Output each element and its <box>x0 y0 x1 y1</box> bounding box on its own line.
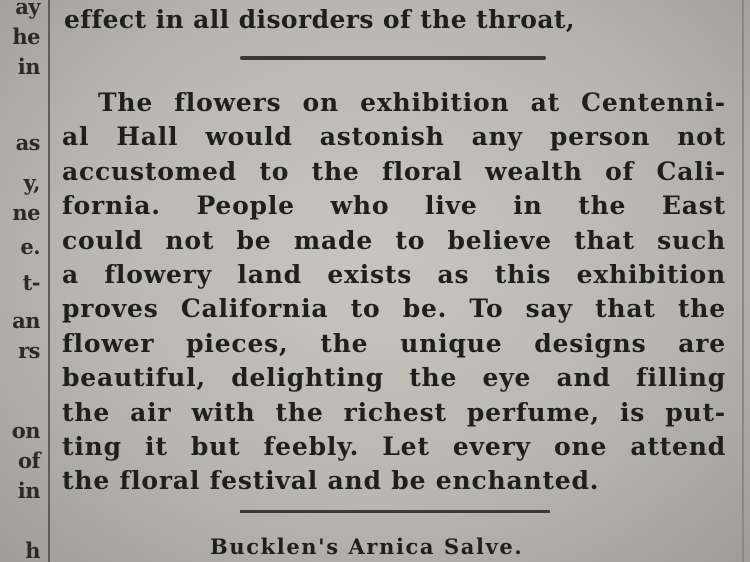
left-column-fragment: e. <box>20 234 40 259</box>
left-column-fragment: t- <box>22 270 40 295</box>
article-line: ting it but feebly. Let every one attend <box>62 432 726 462</box>
article-line: fornia. People who live in the East <box>62 191 726 221</box>
left-column-fragment: he <box>12 24 40 49</box>
article-line: al Hall would astonish any person not <box>62 122 726 152</box>
article-body <box>62 86 726 499</box>
left-column-fragment: in <box>17 478 40 503</box>
left-column-fragment: h <box>25 538 40 562</box>
left-column-fragment: of <box>17 448 40 473</box>
article-line: proves California to be. To say that the <box>62 294 726 324</box>
previous-article-last-line: effect in all disorders of the throat, <box>64 5 575 34</box>
left-column-fragment: on <box>11 418 40 443</box>
article-line: the floral festival and be enchanted. <box>62 466 600 496</box>
article-line: flower pieces, the unique designs are <box>62 328 726 358</box>
left-column-fragment: y, <box>23 170 40 195</box>
left-column-fragment: ne <box>12 200 40 225</box>
next-article-title: Bucklen's Arnica Salve. <box>210 534 524 559</box>
article-line: the air with the richest perfume, is put- <box>62 397 726 427</box>
left-column-fragment: in <box>17 54 40 79</box>
left-column-fragment: an <box>12 308 40 333</box>
page-edge-rule <box>742 0 744 562</box>
article-divider <box>240 510 550 513</box>
left-column-fragment: rs <box>18 338 40 363</box>
left-column-fragment: as <box>15 130 40 155</box>
article-line: could not be made to believe that such <box>62 225 726 255</box>
article-divider <box>240 56 546 60</box>
article-line: The flowers on exhibition at Centenni- <box>98 88 726 117</box>
left-column-fragment: ay <box>15 0 40 19</box>
article-line: a flowery land exists as this exhibition <box>62 260 726 290</box>
article-line: beautiful, delighting the eye and filling <box>62 363 726 393</box>
column-rule <box>48 0 50 562</box>
article-line: accustomed to the floral wealth of Cali- <box>62 156 726 186</box>
